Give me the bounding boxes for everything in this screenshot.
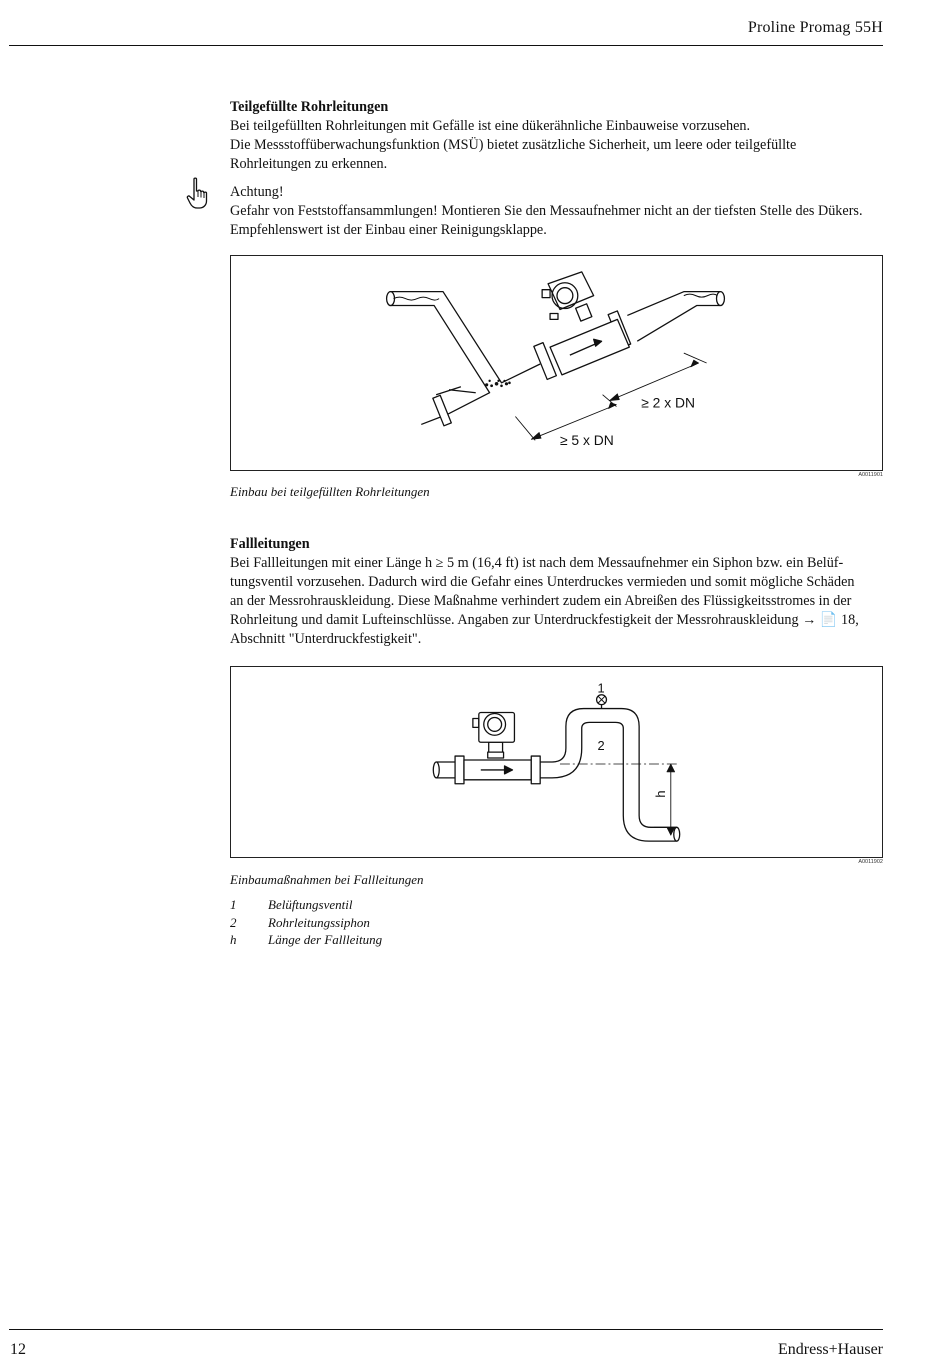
label-2: 2 bbox=[597, 738, 605, 754]
section-heading: Fallleitungen bbox=[230, 536, 310, 552]
paragraph-line: Rohrleitung und damit Lufteinschlüsse. Angaben zur Unterdruckfestigkeit der Messrohrauskleidung → 📄 18, bbox=[230, 612, 859, 628]
diagram-siphon-installation bbox=[231, 256, 882, 470]
section-partially-filled-pipes bbox=[230, 98, 885, 174]
label-1: 1 bbox=[597, 680, 605, 696]
warning-block bbox=[230, 183, 885, 240]
legend-text: Belüftungsventil bbox=[268, 897, 353, 912]
figure-legend bbox=[230, 896, 382, 949]
section-heading: Teilgefüllte Rohrleitungen bbox=[230, 99, 389, 115]
warning-line: Gefahr von Feststoffansammlungen! Montieren Sie den Messaufnehmer nicht an der tiefsten Stelle des Dükers. bbox=[230, 203, 863, 219]
section-downpipes bbox=[230, 535, 885, 649]
page-number: 12 bbox=[10, 1341, 26, 1358]
label-downstream-distance: ≥ 2 x DN bbox=[641, 394, 696, 411]
paragraph-line: Rohrleitungen zu erkennen. bbox=[230, 156, 388, 172]
figure-caption: Einbau bei teilgefüllten Rohrleitungen bbox=[230, 484, 430, 499]
legend-key: 1 bbox=[230, 897, 237, 912]
paragraph-line: Die Messstoffüberwachungsfunktion (MSÜ) bietet zusätzliche Sicherheit, um leere oder teilgefüllte bbox=[230, 137, 797, 153]
legend-text: Länge der Fallleitung bbox=[268, 932, 383, 947]
legend-key: 2 bbox=[230, 914, 237, 930]
legend-key: h bbox=[230, 932, 237, 947]
legend-item bbox=[230, 896, 382, 914]
warning-line: Empfehlenswert ist der Einbau einer Reinigungsklappe. bbox=[230, 222, 547, 238]
figure-partially-filled-installation bbox=[230, 255, 883, 471]
legend-item bbox=[230, 931, 382, 949]
figure-caption: Einbaumaßnahmen bei Fallleitungen bbox=[230, 872, 424, 887]
label-h: h bbox=[652, 790, 668, 798]
legend-text: Rohrleitungssiphon bbox=[268, 914, 370, 930]
footer-rule bbox=[9, 1329, 883, 1330]
figure-downpipe-measures bbox=[230, 666, 883, 858]
figure-id: A0011901 bbox=[858, 472, 883, 478]
label-upstream-distance: ≥ 5 x DN bbox=[559, 432, 614, 449]
header-title: Proline Promag 55H bbox=[747, 19, 883, 36]
pointing-hand-icon bbox=[185, 177, 209, 209]
figure-id: A0011902 bbox=[858, 859, 883, 865]
warning-title: Achtung! bbox=[230, 184, 284, 200]
legend-item bbox=[230, 914, 382, 932]
header-rule bbox=[9, 45, 883, 46]
paragraph-line: Abschnitt "Unterdruckfestigkeit". bbox=[230, 631, 422, 647]
diagram-downpipe-siphon bbox=[231, 667, 882, 857]
paragraph-line: Bei teilgefüllten Rohrleitungen mit Gefälle ist eine dükerähnliche Einbauweise vorzusehen. bbox=[230, 118, 751, 134]
paragraph-line: Bei Fallleitungen mit einer Länge h ≥ 5 m (16,4 ft) ist nach dem Messaufnehmer ein Siphon bzw. ein Belüf- bbox=[230, 555, 844, 571]
paragraph-line: an der Messrohrauskleidung. Diese Maßnahme verhindert zudem ein Abreißen des Flüssigkeitsstromes in der bbox=[230, 593, 852, 609]
footer-brand: Endress+Hauser bbox=[778, 1341, 883, 1358]
paragraph-line: tungsventil vorzusehen. Dadurch wird die Gefahr eines Unterdruckes vermieden und somit mögliche Schäden bbox=[230, 574, 855, 590]
